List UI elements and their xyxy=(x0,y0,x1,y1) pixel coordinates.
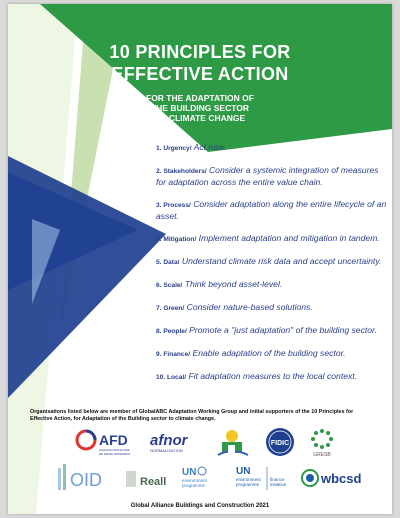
principle-text: Consider adaptation along the entire lifecycle of an asset. xyxy=(156,199,387,221)
principle-item xyxy=(156,302,388,314)
principle-item xyxy=(156,348,388,360)
principle-number: 3. Process/ xyxy=(156,202,191,209)
principle-number: 2. Stakeholders/ xyxy=(156,168,207,175)
principle-text: Enable adaptation of the building sector. xyxy=(190,348,346,358)
principle-number: 6. Scale/ xyxy=(156,282,183,289)
poster-page xyxy=(8,4,392,514)
reall-logo xyxy=(124,465,174,491)
svg-text:DE DÉVELOPPEMENT: DE DÉVELOPPEMENT xyxy=(99,452,131,456)
principle-number: 4. Mitigation/ xyxy=(156,236,197,243)
footer-credit: Global Alliance Buildings and Construction 2021 xyxy=(130,503,270,509)
svg-text:AGENCE FRANÇAISE: AGENCE FRANÇAISE xyxy=(99,448,130,452)
principle-number: 7. Green/ xyxy=(156,305,185,312)
principle-text: Promote a "just adaptation" of the building sector. xyxy=(186,325,377,335)
fidic-logo xyxy=(262,426,298,458)
principle-item xyxy=(156,233,388,245)
svg-text:UN: UN xyxy=(236,466,251,477)
principle-text: Fit adaptation measures to the local context. xyxy=(186,371,358,381)
svg-text:UN: UN xyxy=(182,467,197,478)
principle-item xyxy=(156,256,388,268)
svg-text:GRESB: GRESB xyxy=(313,452,331,458)
wbcsd-logo xyxy=(300,466,366,490)
un-environment-logo xyxy=(180,464,228,492)
principle-number: 8. People/ xyxy=(156,328,187,335)
afd-logo xyxy=(74,428,144,456)
principle-item xyxy=(156,165,388,188)
principle-item xyxy=(156,371,388,383)
adaptation-emblem-logo xyxy=(214,425,254,459)
principle-text: Consider a systemic integration of measures for adaptation across the entire value chain. xyxy=(156,165,379,187)
principle-item xyxy=(156,199,388,222)
principle-text: Act now. xyxy=(191,142,227,152)
oid-logo xyxy=(54,462,116,494)
svg-text:Reall: Reall xyxy=(140,476,167,488)
principle-text: Implement adaptation and mitigation in tandem. xyxy=(196,233,380,243)
svg-text:FIDIC: FIDIC xyxy=(270,440,290,447)
principle-text: Understand climate risk data and accept uncertainty. xyxy=(179,256,382,266)
svg-text:initiative: initiative xyxy=(270,482,287,487)
principle-item xyxy=(156,279,388,291)
principle-number: 9. Finance/ xyxy=(156,351,191,358)
svg-text:OID: OID xyxy=(70,470,103,490)
gresb-logo xyxy=(304,426,340,458)
svg-text:environment: environment xyxy=(182,478,207,483)
organisations-note: Organisations listed below are member of GlobalABC Adaptation Working Group and initial supporters of the 10 Principles for Effective Action, for Adaptation of the Building sector to climate change. xyxy=(30,409,354,422)
afnor-logo xyxy=(148,432,206,454)
svg-text:NORMALISATION: NORMALISATION xyxy=(150,448,183,453)
principle-number: 1. Urgency/ xyxy=(156,145,192,152)
principle-text: Consider nature-based solutions. xyxy=(184,302,313,312)
svg-text:AFD: AFD xyxy=(99,432,128,448)
svg-text:wbcsd: wbcsd xyxy=(321,471,362,486)
page-subtitle: FOR THE ADAPTATION OF THE BUILDING SECTOR TO CLIMATE CHANGE xyxy=(146,93,254,123)
principle-number: 10. Local/ xyxy=(156,374,187,381)
unep-finance-initiative-logo xyxy=(234,464,298,494)
svg-text:programme: programme xyxy=(236,482,260,487)
principle-number: 5. Data/ xyxy=(156,259,180,266)
principle-text: Think beyond asset-level. xyxy=(182,279,283,289)
page-title: 10 PRINCIPLES FOR EFFECTIVE ACTION xyxy=(109,42,291,84)
principle-item xyxy=(156,325,388,337)
svg-text:programme: programme xyxy=(182,483,206,488)
principles-list xyxy=(156,142,388,394)
svg-text:environment: environment xyxy=(236,477,261,482)
svg-text:finance: finance xyxy=(270,477,285,482)
principle-item xyxy=(156,142,388,154)
svg-text:afnor: afnor xyxy=(150,432,188,449)
